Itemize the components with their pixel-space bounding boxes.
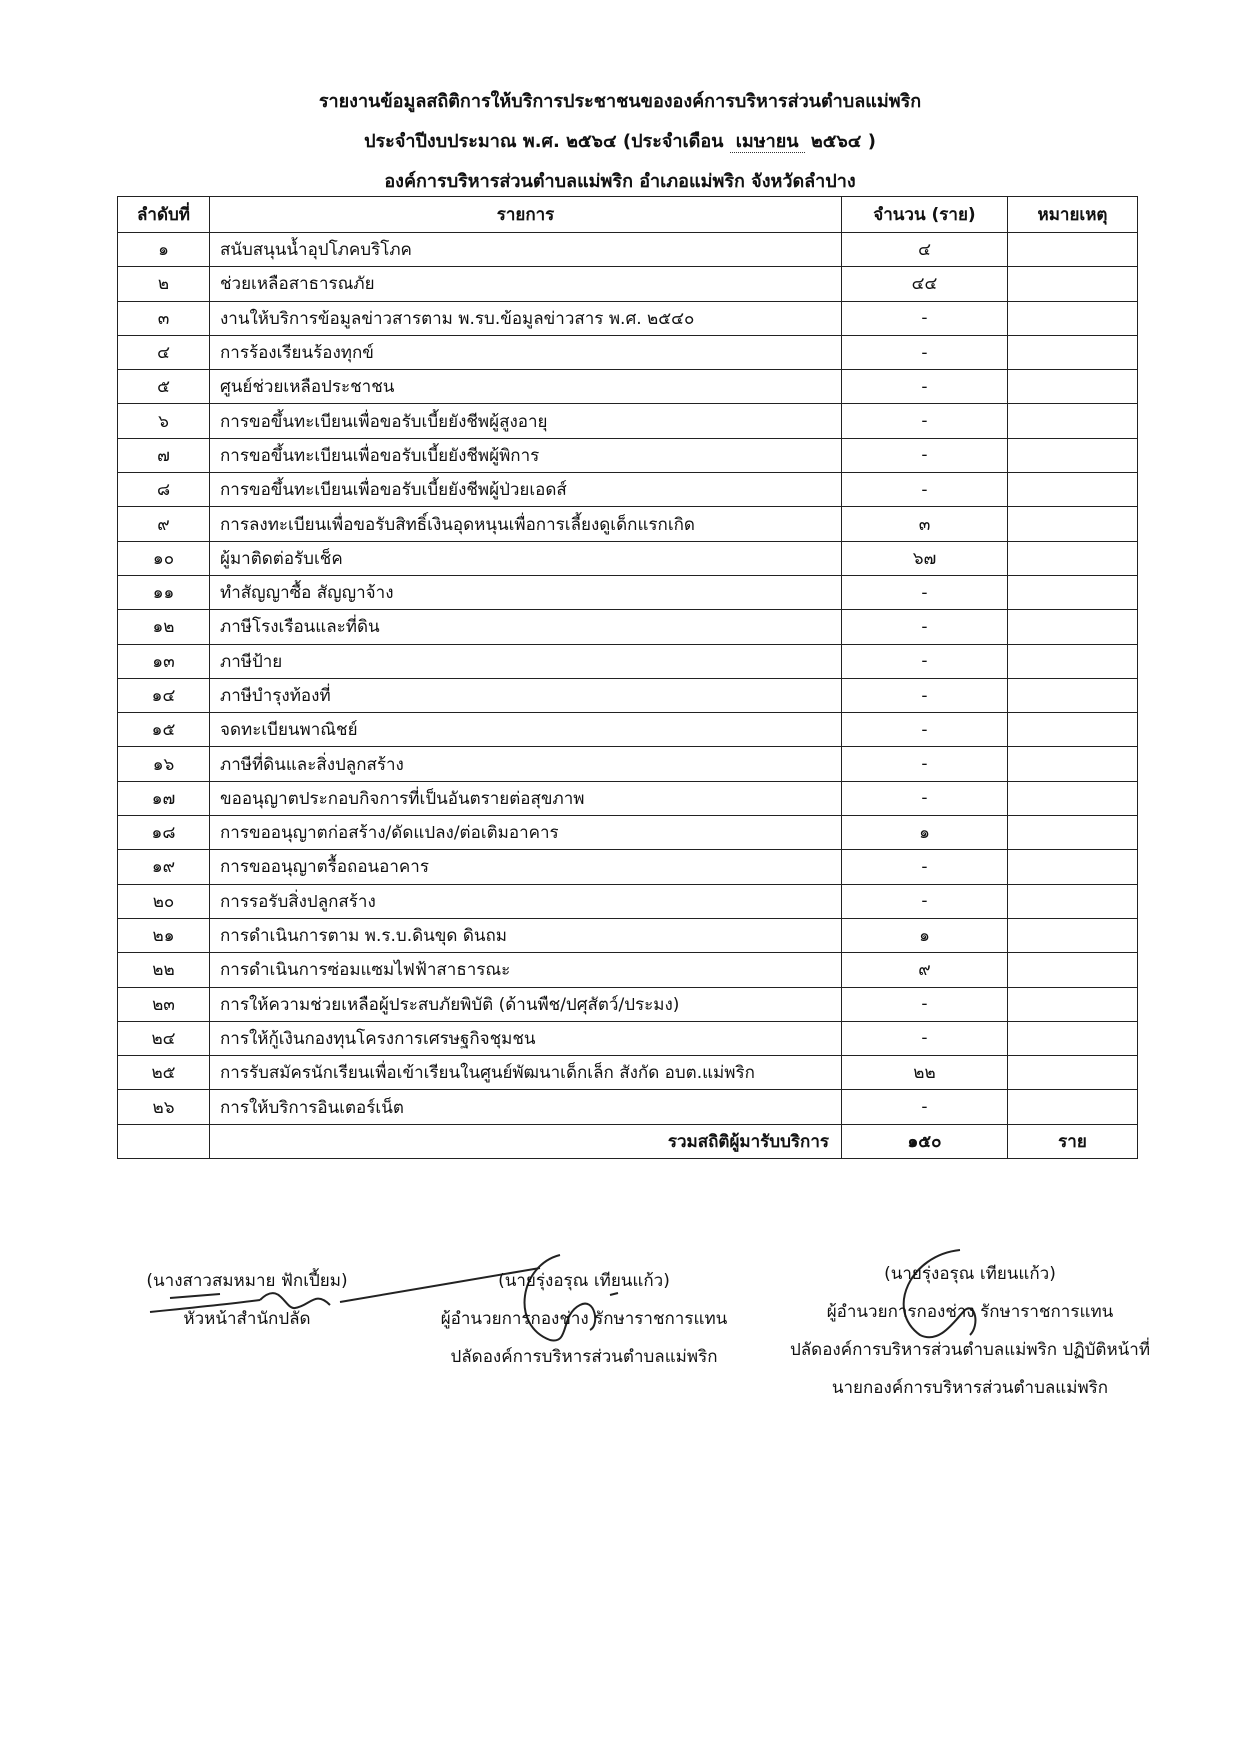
table-row [118, 781, 1138, 815]
table-row [118, 438, 1138, 472]
signature-block-2 [398, 1262, 770, 1376]
row-item: การขออนุญาตก่อสร้าง/ดัดแปลง/ต่อเติมอาคาร [210, 816, 842, 850]
row-count: - [842, 301, 1008, 335]
row-note [1008, 816, 1138, 850]
row-note [1008, 335, 1138, 369]
row-note [1008, 850, 1138, 884]
statistics-table [117, 196, 1138, 1159]
row-number: ๑๙ [118, 850, 210, 884]
row-item: ภาษีป้าย [210, 644, 842, 678]
row-note [1008, 610, 1138, 644]
row-count: - [842, 610, 1008, 644]
row-item: การให้ความช่วยเหลือผู้ประสบภัยพิบัติ (ด้านพืช/ปศุสัตว์/ประมง) [210, 987, 842, 1021]
row-item: สนับสนุนน้ำอุปโภคบริโภค [210, 233, 842, 267]
row-note [1008, 301, 1138, 335]
row-note [1008, 575, 1138, 609]
table-header-row [118, 197, 1138, 233]
row-note [1008, 713, 1138, 747]
row-count: - [842, 987, 1008, 1021]
signer-name-1: (นางสาวสมหมาย ฟักเปี้ยม) [146, 1271, 348, 1291]
row-number: ๒๔ [118, 1021, 210, 1055]
report-year: ๒๕๖๔ ) [810, 131, 876, 152]
row-number: ๙ [118, 507, 210, 541]
row-number: ๒๒ [118, 953, 210, 987]
row-note [1008, 233, 1138, 267]
row-number: ๒๑ [118, 918, 210, 952]
signer-position-3-line-1: ผู้อำนวยการกองช่าง รักษาราชการแทน [826, 1302, 1114, 1322]
row-note [1008, 953, 1138, 987]
row-count: - [842, 713, 1008, 747]
row-item: การลงทะเบียนเพื่อขอรับสิทธิ์เงินอุดหนุนเพื่อการเลี้ยงดูเด็กแรกเกิด [210, 507, 842, 541]
row-count: ๑ [842, 918, 1008, 952]
row-item: ผู้มาติดต่อรับเช็ค [210, 541, 842, 575]
row-count: - [842, 678, 1008, 712]
row-note [1008, 1056, 1138, 1090]
table-row [118, 473, 1138, 507]
row-note [1008, 747, 1138, 781]
row-number: ๒๓ [118, 987, 210, 1021]
table-row [118, 884, 1138, 918]
report-period-prefix: ประจำปีงบประมาณ พ.ศ. ๒๕๖๔ (ประจำเดือน [364, 131, 724, 152]
row-number: ๑๕ [118, 713, 210, 747]
row-item: การรอรับสิ่งปลูกสร้าง [210, 884, 842, 918]
row-item: การให้บริการอินเตอร์เน็ต [210, 1090, 842, 1124]
row-number: ๓ [118, 301, 210, 335]
row-note [1008, 918, 1138, 952]
row-number: ๒๖ [118, 1090, 210, 1124]
row-count: - [842, 473, 1008, 507]
row-count: - [842, 1021, 1008, 1055]
row-item: ภาษีบำรุงท้องที่ [210, 678, 842, 712]
row-number: ๖ [118, 404, 210, 438]
table-row [118, 610, 1138, 644]
row-item: การขอขึ้นทะเบียนเพื่อขอรับเบี้ยยังชีพผู้สูงอายุ [210, 404, 842, 438]
signer-position-1-line-1: หัวหน้าสำนักปลัด [183, 1309, 311, 1329]
signature-block-3 [760, 1255, 1180, 1407]
table-row [118, 644, 1138, 678]
table-row [118, 1090, 1138, 1124]
row-count: ๔๔ [842, 267, 1008, 301]
report-period [0, 122, 1240, 162]
report-month: เมษายน [730, 131, 805, 153]
signer-position-2-line-2: ปลัดองค์การบริหารส่วนตำบลแม่พริก [450, 1347, 718, 1367]
row-number: ๘ [118, 473, 210, 507]
row-count: ๑ [842, 816, 1008, 850]
column-header-no: ลำดับที่ [118, 197, 210, 233]
row-note [1008, 987, 1138, 1021]
row-count: - [842, 850, 1008, 884]
row-note [1008, 541, 1138, 575]
row-item: ภาษีโรงเรือนและที่ดิน [210, 610, 842, 644]
row-note [1008, 404, 1138, 438]
table-row [118, 816, 1138, 850]
table-row [118, 1021, 1138, 1055]
table-row [118, 1056, 1138, 1090]
row-count: - [842, 644, 1008, 678]
column-header-count: จำนวน (ราย) [842, 197, 1008, 233]
row-note [1008, 644, 1138, 678]
row-count: ๓ [842, 507, 1008, 541]
row-number: ๒๕ [118, 1056, 210, 1090]
row-count: - [842, 335, 1008, 369]
table-body [118, 233, 1138, 1125]
total-blank-cell [118, 1124, 210, 1158]
row-item: การดำเนินการซ่อมแซมไฟฟ้าสาธารณะ [210, 953, 842, 987]
table-row [118, 918, 1138, 952]
row-count: - [842, 438, 1008, 472]
row-item: การขอขึ้นทะเบียนเพื่อขอรับเบี้ยยังชีพผู้พิการ [210, 438, 842, 472]
row-item: การร้องเรียนร้องทุกข์ [210, 335, 842, 369]
table-row [118, 267, 1138, 301]
row-count: - [842, 1090, 1008, 1124]
row-number: ๒๐ [118, 884, 210, 918]
total-unit: ราย [1008, 1124, 1138, 1158]
table-row [118, 678, 1138, 712]
row-item: ภาษีที่ดินและสิ่งปลูกสร้าง [210, 747, 842, 781]
row-note [1008, 473, 1138, 507]
row-number: ๑๘ [118, 816, 210, 850]
row-item: การขอขึ้นทะเบียนเพื่อขอรับเบี้ยยังชีพผู้ป่วยเอดส์ [210, 473, 842, 507]
row-number: ๑ [118, 233, 210, 267]
row-number: ๑๑ [118, 575, 210, 609]
column-header-note: หมายเหตุ [1008, 197, 1138, 233]
row-count: - [842, 781, 1008, 815]
row-count: - [842, 370, 1008, 404]
table-row [118, 233, 1138, 267]
row-item: การรับสมัครนักเรียนเพื่อเข้าเรียนในศูนย์พัฒนาเด็กเล็ก สังกัด อบต.แม่พริก [210, 1056, 842, 1090]
signature-block-1 [112, 1262, 382, 1338]
total-value: ๑๕๐ [842, 1124, 1008, 1158]
row-note [1008, 507, 1138, 541]
row-note [1008, 370, 1138, 404]
row-number: ๑๒ [118, 610, 210, 644]
table-row [118, 404, 1138, 438]
row-item: การขออนุญาตรื้อถอนอาคาร [210, 850, 842, 884]
row-note [1008, 1090, 1138, 1124]
row-number: ๗ [118, 438, 210, 472]
row-number: ๔ [118, 335, 210, 369]
row-item: ศูนย์ช่วยเหลือประชาชน [210, 370, 842, 404]
table-row [118, 335, 1138, 369]
row-count: ๙ [842, 953, 1008, 987]
total-label: รวมสถิติผู้มารับบริการ [210, 1124, 842, 1158]
table-row [118, 953, 1138, 987]
table-row [118, 713, 1138, 747]
row-count: ๒๒ [842, 1056, 1008, 1090]
table-row [118, 301, 1138, 335]
row-note [1008, 438, 1138, 472]
row-count: ๖๗ [842, 541, 1008, 575]
signer-name-3: (นายรุ่งอรุณ เทียนแก้ว) [884, 1264, 1056, 1284]
row-item: การดำเนินการตาม พ.ร.บ.ดินขุด ดินถม [210, 918, 842, 952]
row-item: การให้กู้เงินกองทุนโครงการเศรษฐกิจชุมชน [210, 1021, 842, 1055]
row-item: ขออนุญาตประกอบกิจการที่เป็นอันตรายต่อสุขภาพ [210, 781, 842, 815]
row-count: ๔ [842, 233, 1008, 267]
row-note [1008, 267, 1138, 301]
signer-position-2-line-1: ผู้อำนวยการกองช่าง รักษาราชการแทน [440, 1309, 728, 1329]
column-header-item: รายการ [210, 197, 842, 233]
document-header [0, 82, 1240, 202]
row-number: ๒ [118, 267, 210, 301]
organization-name: องค์การบริหารส่วนตำบลแม่พริก อำเภอแม่พริก จังหวัดลำปาง [384, 171, 856, 192]
row-note [1008, 781, 1138, 815]
row-count: - [842, 747, 1008, 781]
row-count: - [842, 575, 1008, 609]
row-note [1008, 1021, 1138, 1055]
total-row [118, 1124, 1138, 1158]
table-row [118, 507, 1138, 541]
table-row [118, 541, 1138, 575]
row-number: ๑๗ [118, 781, 210, 815]
row-count: - [842, 404, 1008, 438]
table-row [118, 850, 1138, 884]
row-note [1008, 884, 1138, 918]
row-note [1008, 678, 1138, 712]
signer-name-2: (นายรุ่งอรุณ เทียนแก้ว) [498, 1271, 670, 1291]
row-number: ๑๐ [118, 541, 210, 575]
row-number: ๕ [118, 370, 210, 404]
table-row [118, 987, 1138, 1021]
row-number: ๑๓ [118, 644, 210, 678]
table-row [118, 575, 1138, 609]
report-title: รายงานข้อมูลสถิติการให้บริการประชาชนขององค์การบริหารส่วนตำบลแม่พริก [318, 91, 922, 112]
table-row [118, 747, 1138, 781]
signer-position-3-line-3: นายกองค์การบริหารส่วนตำบลแม่พริก [831, 1378, 1109, 1398]
signer-position-3-line-2: ปลัดองค์การบริหารส่วนตำบลแม่พริก ปฏิบัติหน้าที่ [789, 1340, 1151, 1360]
table-row [118, 370, 1138, 404]
row-count: - [842, 884, 1008, 918]
row-item: ทำสัญญาซื้อ สัญญาจ้าง [210, 575, 842, 609]
row-item: จดทะเบียนพาณิชย์ [210, 713, 842, 747]
row-number: ๑๖ [118, 747, 210, 781]
row-item: ช่วยเหลือสาธารณภัย [210, 267, 842, 301]
row-item: งานให้บริการข้อมูลข่าวสารตาม พ.รบ.ข้อมูลข่าวสาร พ.ศ. ๒๕๔๐ [210, 301, 842, 335]
row-number: ๑๔ [118, 678, 210, 712]
